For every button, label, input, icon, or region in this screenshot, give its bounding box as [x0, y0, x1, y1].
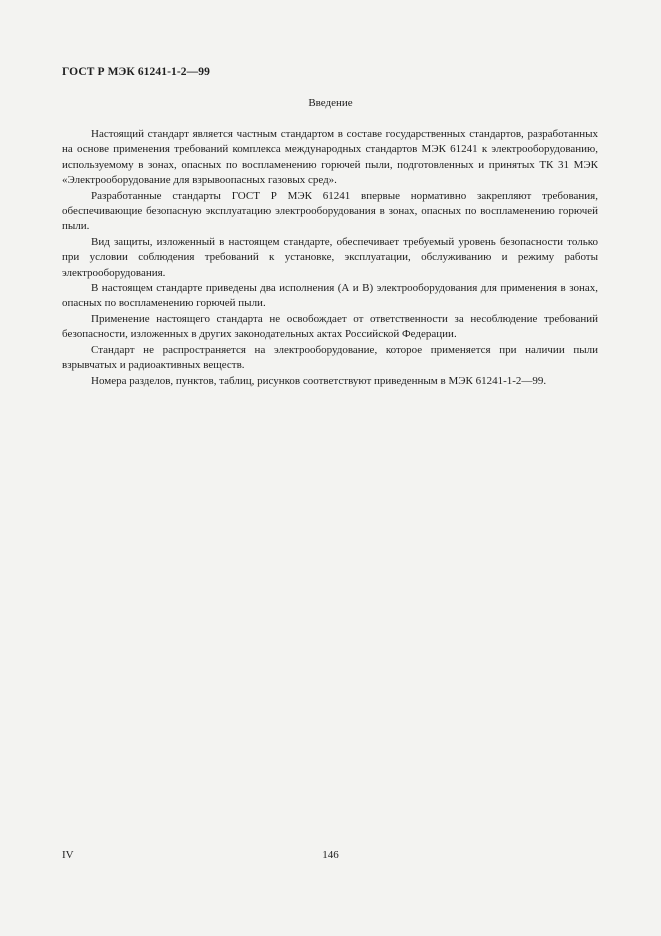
paragraph: Вид защиты, изложенный в настоящем стандарте, обеспечивает требуемый уровень безопасности только при условии соблюдения требований к установке, эксплуатации, обслуживанию и режиму работы электрооборудования.: [62, 235, 598, 279]
paragraph: В настоящем стандарте приведены два исполнения (А и В) электрооборудования для применения в зонах, опасных по воспламенению горючей пыли.: [62, 282, 598, 310]
page-number: 146: [322, 849, 339, 861]
section-title: Введение: [308, 97, 353, 109]
paragraph: Настоящий стандарт является частным стандартом в составе государственных стандартов, разработанных на основе применения требований комплекса международных стандартов МЭК 61241 к электрооборудованию, используемому в зонах, опасных по воспламенению горючей пыли, подготовленных и принятых ТК 31 МЭК «Электрооборудование для взрывоопасных газовых сред».: [62, 128, 598, 187]
document-code-header: ГОСТ Р МЭК 61241-1-2—99: [62, 66, 210, 78]
body-text: [62, 127, 598, 389]
paragraph: Разработанные стандарты ГОСТ Р МЭК 61241 впервые нормативно закрепляют требования, обеспечивающие безопасную эксплуатацию электрооборудования в зонах, опасных по воспламенению горючей пыли.: [62, 189, 598, 233]
paragraph: Стандарт не распространяется на электрооборудование, которое применяется при наличии пыли взрывчатых и радиоактивных веществ.: [62, 343, 598, 372]
paragraph: Номера разделов, пунктов, таблиц, рисунков соответствуют приведенным в МЭК 61241-1-2—99.: [91, 374, 547, 387]
roman-page-number: IV: [62, 849, 74, 861]
paragraph: Применение настоящего стандарта не освобождает от ответственности за несоблюдение требований безопасности, изложенных в других законодательных актах Российской Федерации.: [62, 312, 598, 341]
